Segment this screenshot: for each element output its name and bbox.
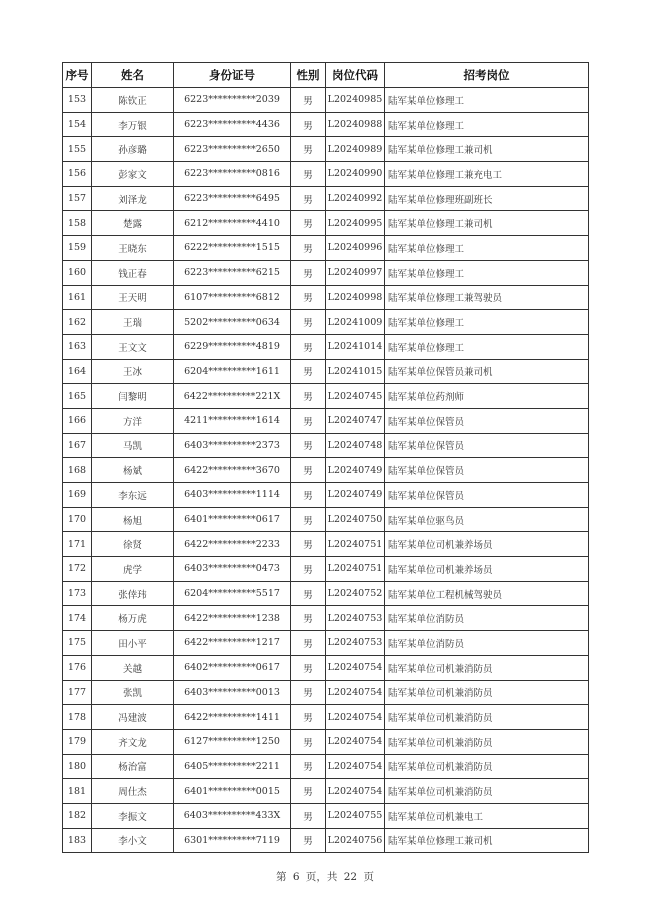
cell-gender: 男 — [291, 557, 326, 582]
cell-post: 陆军某单位修理工 — [385, 260, 589, 285]
cell-id-number: 6107**********6812 — [174, 285, 291, 310]
cell-post: 陆军某单位修理工 — [385, 236, 589, 261]
cell-post-code: L20240754 — [326, 680, 385, 705]
cell-gender: 男 — [291, 631, 326, 656]
cell-name: 虎学 — [92, 557, 174, 582]
table-row — [63, 507, 589, 532]
cell-post-code: L20240992 — [326, 186, 385, 211]
cell-index: 161 — [63, 285, 92, 310]
cell-post-code: L20240752 — [326, 581, 385, 606]
cell-gender: 男 — [291, 260, 326, 285]
cell-name: 杨旭 — [92, 507, 174, 532]
cell-gender: 男 — [291, 680, 326, 705]
table-row — [63, 236, 589, 261]
cell-post-code: L20240988 — [326, 112, 385, 137]
table-row — [63, 433, 589, 458]
cell-post-code: L20240749 — [326, 483, 385, 508]
cell-id-number: 6422**********2233 — [174, 532, 291, 557]
cell-index: 172 — [63, 557, 92, 582]
cell-post-code: L20240750 — [326, 507, 385, 532]
cell-post-code: L20240985 — [326, 88, 385, 113]
cell-name: 李振文 — [92, 803, 174, 828]
table-row — [63, 285, 589, 310]
cell-index: 158 — [63, 211, 92, 236]
cell-index: 177 — [63, 680, 92, 705]
cell-name: 王瑞 — [92, 310, 174, 335]
table-row — [63, 606, 589, 631]
cell-id-number: 6127**********1250 — [174, 729, 291, 754]
cell-gender: 男 — [291, 433, 326, 458]
cell-post: 陆军某单位修理工 — [385, 310, 589, 335]
cell-index: 178 — [63, 705, 92, 730]
header-name: 姓名 — [92, 63, 174, 88]
cell-id-number: 6223**********2650 — [174, 137, 291, 162]
cell-index: 170 — [63, 507, 92, 532]
cell-index: 179 — [63, 729, 92, 754]
table-body — [63, 88, 589, 853]
cell-name: 关越 — [92, 655, 174, 680]
cell-name: 齐文龙 — [92, 729, 174, 754]
cell-id-number: 6403**********0473 — [174, 557, 291, 582]
cell-gender: 男 — [291, 655, 326, 680]
cell-index: 154 — [63, 112, 92, 137]
cell-post-code: L20241014 — [326, 334, 385, 359]
table-row — [63, 112, 589, 137]
table-row — [63, 88, 589, 113]
cell-id-number: 6229**********4819 — [174, 334, 291, 359]
cell-index: 167 — [63, 433, 92, 458]
cell-post-code: L20240748 — [326, 433, 385, 458]
cell-post: 陆军某单位修理工兼司机 — [385, 828, 589, 853]
cell-post: 陆军某单位修理工 — [385, 88, 589, 113]
cell-post-code: L20240754 — [326, 754, 385, 779]
cell-post-code: L20240751 — [326, 557, 385, 582]
cell-name: 闫黎明 — [92, 384, 174, 409]
table-row — [63, 828, 589, 853]
cell-post: 陆军某单位保管员 — [385, 483, 589, 508]
cell-post: 陆军某单位司机兼养场员 — [385, 557, 589, 582]
cell-post: 陆军某单位保管员 — [385, 458, 589, 483]
cell-index: 162 — [63, 310, 92, 335]
cell-post: 陆军某单位修理工兼司机 — [385, 211, 589, 236]
table-row — [63, 384, 589, 409]
cell-index: 164 — [63, 359, 92, 384]
cell-index: 181 — [63, 779, 92, 804]
cell-gender: 男 — [291, 408, 326, 433]
cell-post: 陆军某单位修理工 — [385, 112, 589, 137]
table-row — [63, 729, 589, 754]
page-number: 第 6 页，共 22 页 — [276, 871, 374, 883]
cell-id-number: 6222**********1515 — [174, 236, 291, 261]
cell-post: 陆军某单位修理工兼司机 — [385, 137, 589, 162]
cell-post-code: L20240754 — [326, 729, 385, 754]
table-row — [63, 779, 589, 804]
cell-gender: 男 — [291, 88, 326, 113]
cell-index: 175 — [63, 631, 92, 656]
cell-gender: 男 — [291, 310, 326, 335]
cell-id-number: 6223**********2039 — [174, 88, 291, 113]
table-row — [63, 483, 589, 508]
cell-gender: 男 — [291, 729, 326, 754]
cell-post-code: L20240756 — [326, 828, 385, 853]
cell-post: 陆军某单位保管员 — [385, 408, 589, 433]
cell-post: 陆军某单位司机兼消防员 — [385, 705, 589, 730]
cell-index: 183 — [63, 828, 92, 853]
table-row — [63, 581, 589, 606]
cell-id-number: 6403**********2373 — [174, 433, 291, 458]
cell-name: 李万银 — [92, 112, 174, 137]
cell-id-number: 6223**********6495 — [174, 186, 291, 211]
cell-post-code: L20240754 — [326, 655, 385, 680]
cell-post-code: L20240754 — [326, 705, 385, 730]
cell-gender: 男 — [291, 754, 326, 779]
cell-post-code: L20240996 — [326, 236, 385, 261]
cell-gender: 男 — [291, 803, 326, 828]
cell-gender: 男 — [291, 285, 326, 310]
cell-id-number: 6422**********1411 — [174, 705, 291, 730]
cell-id-number: 6401**********0617 — [174, 507, 291, 532]
table-row — [63, 705, 589, 730]
cell-index: 153 — [63, 88, 92, 113]
cell-gender: 男 — [291, 779, 326, 804]
cell-id-number: 6422**********1217 — [174, 631, 291, 656]
cell-name: 杨斌 — [92, 458, 174, 483]
cell-id-number: 6422**********1238 — [174, 606, 291, 631]
cell-index: 174 — [63, 606, 92, 631]
header-gender: 性别 — [291, 63, 326, 88]
cell-post-code: L20240998 — [326, 285, 385, 310]
cell-post-code: L20240754 — [326, 779, 385, 804]
cell-post-code: L20240995 — [326, 211, 385, 236]
table-row — [63, 532, 589, 557]
cell-id-number: 6223**********6215 — [174, 260, 291, 285]
cell-gender: 男 — [291, 334, 326, 359]
cell-post: 陆军某单位保管员兼司机 — [385, 359, 589, 384]
cell-index: 157 — [63, 186, 92, 211]
table-row — [63, 162, 589, 187]
cell-index: 169 — [63, 483, 92, 508]
cell-name: 王冰 — [92, 359, 174, 384]
cell-post-code: L20240755 — [326, 803, 385, 828]
cell-gender: 男 — [291, 483, 326, 508]
cell-id-number: 6204**********5517 — [174, 581, 291, 606]
cell-index: 182 — [63, 803, 92, 828]
cell-index: 165 — [63, 384, 92, 409]
cell-gender: 男 — [291, 137, 326, 162]
cell-post-code: L20240745 — [326, 384, 385, 409]
table-row — [63, 655, 589, 680]
cell-index: 173 — [63, 581, 92, 606]
cell-id-number: 5202**********0634 — [174, 310, 291, 335]
cell-post: 陆军某单位司机兼消防员 — [385, 729, 589, 754]
cell-index: 171 — [63, 532, 92, 557]
cell-name: 彭家文 — [92, 162, 174, 187]
cell-index: 159 — [63, 236, 92, 261]
table-row — [63, 631, 589, 656]
cell-post: 陆军某单位修理班副班长 — [385, 186, 589, 211]
cell-post-code: L20240753 — [326, 606, 385, 631]
cell-name: 马凯 — [92, 433, 174, 458]
roster-table — [62, 62, 589, 853]
cell-id-number: 6212**********4410 — [174, 211, 291, 236]
table-row — [63, 754, 589, 779]
cell-index: 155 — [63, 137, 92, 162]
table-row — [63, 458, 589, 483]
table-row — [63, 211, 589, 236]
cell-post-code: L20240997 — [326, 260, 385, 285]
table-row — [63, 334, 589, 359]
cell-index: 180 — [63, 754, 92, 779]
cell-post-code: L20240990 — [326, 162, 385, 187]
cell-id-number: 6405**********2211 — [174, 754, 291, 779]
table-row — [63, 408, 589, 433]
cell-name: 陈钦正 — [92, 88, 174, 113]
cell-gender: 男 — [291, 236, 326, 261]
cell-post-code: L20240749 — [326, 458, 385, 483]
cell-index: 176 — [63, 655, 92, 680]
cell-gender: 男 — [291, 828, 326, 853]
cell-post: 陆军某单位消防员 — [385, 631, 589, 656]
table-row — [63, 557, 589, 582]
cell-id-number: 6422**********3670 — [174, 458, 291, 483]
cell-name: 王天明 — [92, 285, 174, 310]
cell-index: 160 — [63, 260, 92, 285]
cell-gender: 男 — [291, 384, 326, 409]
cell-gender: 男 — [291, 581, 326, 606]
cell-name: 王文文 — [92, 334, 174, 359]
cell-name: 孙彦璐 — [92, 137, 174, 162]
cell-post: 陆军某单位司机兼消防员 — [385, 680, 589, 705]
cell-name: 刘泽龙 — [92, 186, 174, 211]
cell-post-code: L20240751 — [326, 532, 385, 557]
cell-name: 楚露 — [92, 211, 174, 236]
cell-gender: 男 — [291, 112, 326, 137]
cell-post: 陆军某单位司机兼电工 — [385, 803, 589, 828]
cell-post: 陆军某单位司机兼消防员 — [385, 754, 589, 779]
cell-id-number: 6402**********0617 — [174, 655, 291, 680]
cell-name: 杨治富 — [92, 754, 174, 779]
cell-name: 张倖玮 — [92, 581, 174, 606]
cell-gender: 男 — [291, 507, 326, 532]
cell-index: 156 — [63, 162, 92, 187]
cell-post: 陆军某单位司机兼消防员 — [385, 655, 589, 680]
cell-id-number: 6223**********0816 — [174, 162, 291, 187]
cell-post-code: L20241015 — [326, 359, 385, 384]
table-row — [63, 186, 589, 211]
cell-post: 陆军某单位司机兼消防员 — [385, 779, 589, 804]
table-row — [63, 680, 589, 705]
table-row — [63, 310, 589, 335]
cell-post: 陆军某单位修理工兼充电工 — [385, 162, 589, 187]
cell-id-number: 6403**********0013 — [174, 680, 291, 705]
cell-post: 陆军某单位保管员 — [385, 433, 589, 458]
cell-name: 田小平 — [92, 631, 174, 656]
cell-post-code: L20240753 — [326, 631, 385, 656]
cell-name: 杨万虎 — [92, 606, 174, 631]
cell-name: 徐贤 — [92, 532, 174, 557]
table-row — [63, 359, 589, 384]
cell-gender: 男 — [291, 606, 326, 631]
cell-gender: 男 — [291, 186, 326, 211]
header-index: 序号 — [63, 63, 92, 88]
cell-index: 163 — [63, 334, 92, 359]
cell-name: 钱正春 — [92, 260, 174, 285]
cell-post-code: L20240747 — [326, 408, 385, 433]
cell-id-number: 6223**********4436 — [174, 112, 291, 137]
cell-gender: 男 — [291, 359, 326, 384]
cell-name: 王晓东 — [92, 236, 174, 261]
cell-post: 陆军某单位药剂师 — [385, 384, 589, 409]
cell-name: 李小文 — [92, 828, 174, 853]
cell-id-number: 6301**********7119 — [174, 828, 291, 853]
cell-index: 168 — [63, 458, 92, 483]
cell-gender: 男 — [291, 532, 326, 557]
cell-name: 李东远 — [92, 483, 174, 508]
table-row — [63, 260, 589, 285]
table-row — [63, 803, 589, 828]
cell-id-number: 4211**********1614 — [174, 408, 291, 433]
cell-id-number: 6401**********0015 — [174, 779, 291, 804]
header-id-number: 身份证号 — [174, 63, 291, 88]
cell-gender: 男 — [291, 705, 326, 730]
cell-post: 陆军某单位消防员 — [385, 606, 589, 631]
cell-gender: 男 — [291, 458, 326, 483]
cell-index: 166 — [63, 408, 92, 433]
cell-name: 冯建波 — [92, 705, 174, 730]
cell-post: 陆军某单位工程机械驾驶员 — [385, 581, 589, 606]
cell-id-number: 6204**********1611 — [174, 359, 291, 384]
cell-post: 陆军某单位司机兼养场员 — [385, 532, 589, 557]
cell-gender: 男 — [291, 211, 326, 236]
table-row — [63, 137, 589, 162]
cell-post: 陆军某单位修理工兼驾驶员 — [385, 285, 589, 310]
table-header-row — [63, 63, 589, 88]
cell-post-code: L20240989 — [326, 137, 385, 162]
cell-name: 周仕杰 — [92, 779, 174, 804]
cell-name: 方洋 — [92, 408, 174, 433]
cell-id-number: 6403**********1114 — [174, 483, 291, 508]
header-post: 招考岗位 — [385, 63, 589, 88]
cell-post: 陆军某单位修理工 — [385, 334, 589, 359]
cell-id-number: 6403**********433X — [174, 803, 291, 828]
cell-gender: 男 — [291, 162, 326, 187]
cell-post-code: L20241009 — [326, 310, 385, 335]
header-post-code: 岗位代码 — [326, 63, 385, 88]
cell-id-number: 6422**********221X — [174, 384, 291, 409]
cell-name: 张凯 — [92, 680, 174, 705]
cell-post: 陆军某单位驱鸟员 — [385, 507, 589, 532]
